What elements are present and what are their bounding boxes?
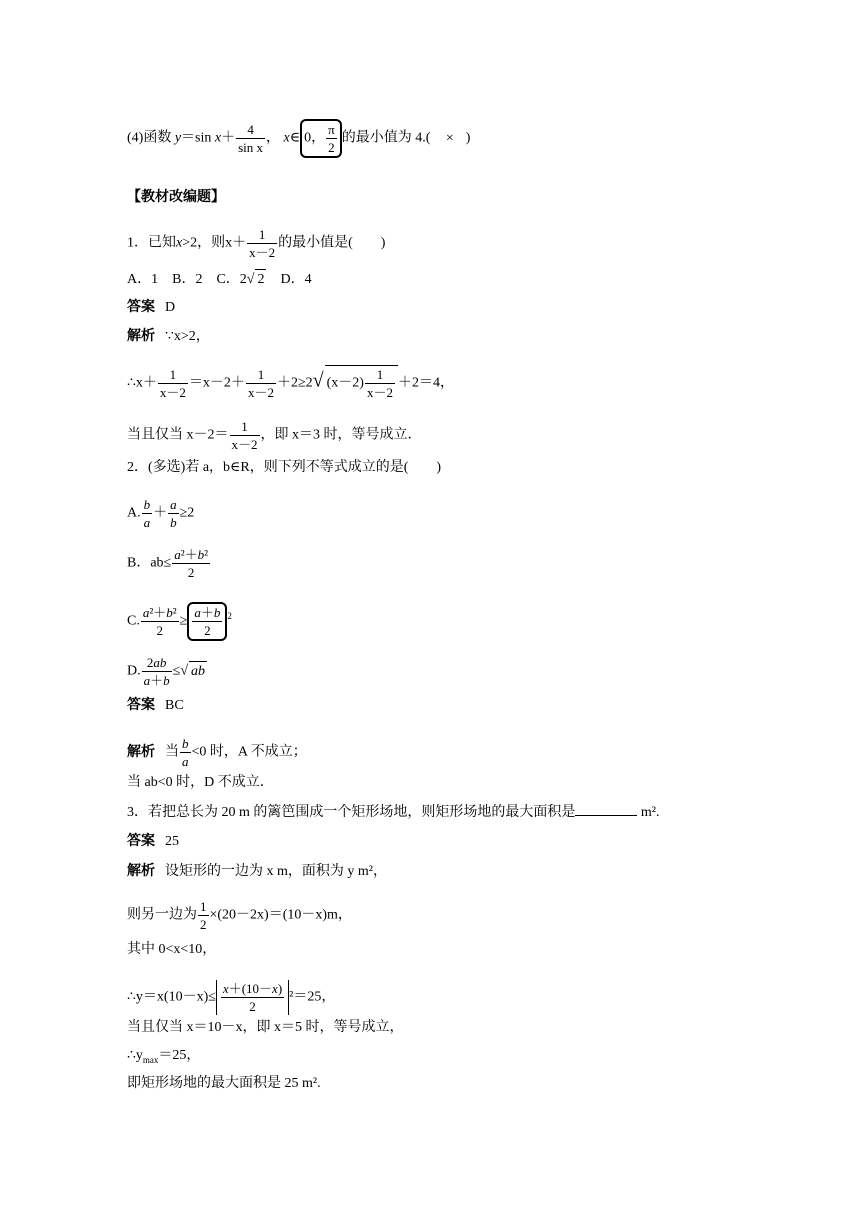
p2-analysis: 解析 当 $\frac{b}{a}$ <0 时，A 不成立；	[127, 736, 307, 769]
cross-mark: ×	[445, 130, 454, 146]
p3-step6: $\therefore y_{max}=25$，	[127, 1048, 201, 1065]
p2-optA: A. $\frac{b}{a}$ ＋ $\frac{a}{b}$ ≥2	[127, 497, 195, 530]
p2-optB: B．ab≤ $\frac{\text{a²＋b²}}{2}$	[127, 547, 209, 580]
p1-question: 1．已知x>2，则x＋ $\frac{1}{x-2}$ 的最小值是( )	[127, 227, 386, 260]
p3-step5: 当且仅当 x＝10－x，即 x＝5 时，等号成立，	[127, 1020, 404, 1035]
p3-step3: 其中 0<x<10，	[127, 942, 217, 957]
p2-optD: D. $\frac{2ab}{a+b}$ ≤√ ab	[127, 655, 206, 688]
p1-analysis: 解析 ∵x>2，	[127, 329, 210, 344]
p2-optC: C. $\frac{\text{a²＋b²}}{2}$ ≥ $\frac{a+b}{2}$ $^2$	[127, 602, 232, 641]
p3-answer: 答案 25	[127, 834, 179, 849]
p3-step4: ∴y＝x(10－x)≤ $\frac{x+(10-x)}{2}$ ²＝25，	[127, 981, 336, 1014]
p1-step2: ∴x＋ $\frac{1}{x-2}$ ＝x－2＋ $\frac{1}{x-2}$ ＋2≥2√ (x－2) $\frac{1}{x-2}$ ＋2＝4，	[127, 367, 454, 400]
section-title: 【教材改编题】	[127, 190, 225, 205]
p2-step2: 当 ab<0 时，D 不成立．	[127, 775, 274, 790]
p3-step2: 则另一边为 $\frac{1}{2}$ ×(20－2x)＝(10－x)m，	[127, 899, 352, 932]
statement-4: (4)函数 y＝sin x＋ $\frac{4}{\text{sin x}}$ ， x∈ 0， $\frac{\pi}{2}$ 的最小值为 4.( × )	[127, 119, 470, 158]
answer-blank	[575, 815, 637, 816]
p2-question: 2．(多选)若 a，b∈R，则下列不等式成立的是( )	[127, 460, 442, 475]
p2-answer: 答案 BC	[127, 698, 184, 713]
p1-step3: 当且仅当 x－2＝ $\frac{1}{x-2}$ ，即 x＝3 时，等号成立．	[127, 419, 422, 452]
p1-options: A．1 B．2 C．2√ 2 D．4	[127, 269, 312, 290]
interval: 0， $\frac{\pi}{2}$	[300, 119, 342, 158]
p3-step7: 即矩形场地的最大面积是 25 m².	[127, 1076, 321, 1091]
p3-analysis: 解析 设矩形的一边为 x m，面积为 y m²，	[127, 864, 387, 879]
fraction: $\frac{4}{\text{sin x}}$	[238, 122, 264, 155]
p3-question: 3．若把总长为 20 m 的篱笆围成一个矩形场地，则矩形场地的最大面积是 m².	[127, 805, 660, 820]
p1-answer: 答案 D	[127, 300, 176, 315]
